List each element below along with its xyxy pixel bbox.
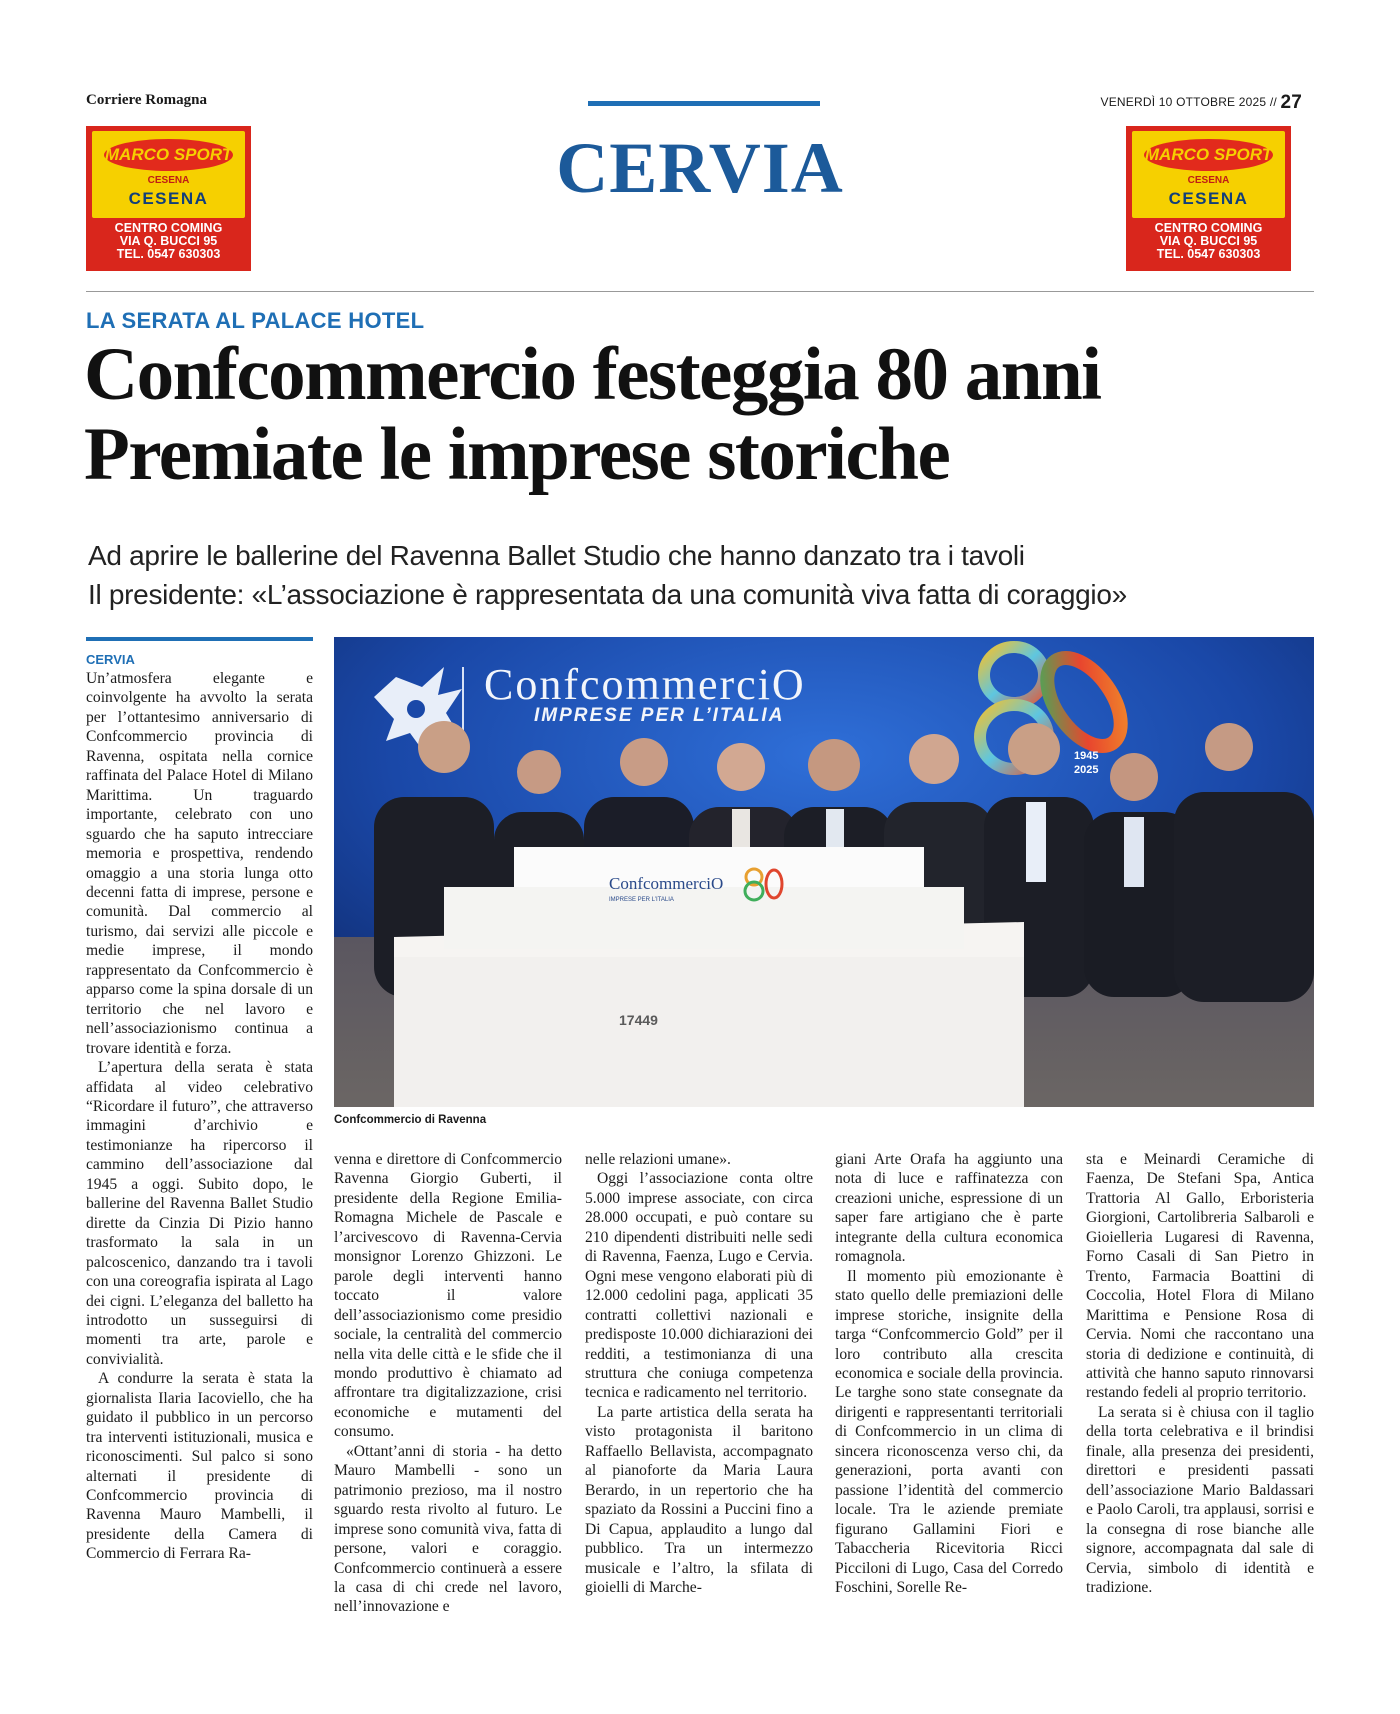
- ad-city-small: CESENA: [1187, 175, 1230, 186]
- issue-date: [1101, 92, 1302, 114]
- cake-tagline: IMPRESE PER L’ITALIA: [609, 897, 674, 903]
- issue-date-text: VENERDÌ 10 OTTOBRE 2025 //: [1100, 95, 1277, 109]
- paragraph: La parte artistica della serata ha visto protagonista il baritono Raffaello Bellavista, accompagnato al pianoforte da Maria Laura Berardo, in un repertorio che ha spaziato da Rossini a Puccini fino a Di Capua, applaudito a lungo dal pubblico. Tra un intermezzo musicale e l’altro, la sfilata di gioielli di Marche-: [585, 1403, 813, 1596]
- article-column-5: [1086, 1150, 1314, 1597]
- article-subtitle: [88, 536, 1328, 614]
- cake-body: [444, 887, 964, 949]
- article-headline: [84, 335, 1324, 495]
- photo-number: 17449: [619, 1012, 658, 1028]
- advertisement-left[interactable]: [86, 126, 251, 271]
- article-column-3: [585, 1150, 813, 1597]
- paragraph: giani Arte Orafa ha aggiunto una nota di luce e raffinatezza con creazioni uniche, espressione di un saper fare artigiano che è parte integrante della cultura economica romagnola.: [835, 1151, 1063, 1266]
- publication-name: Corriere Romagna: [86, 92, 207, 108]
- article-photo: [334, 637, 1314, 1107]
- paragraph: Oggi l’associazione conta oltre 5.000 imprese associate, con circa 28.000 occupati, e può contare su 210 dipendenti distribuiti nelle sedi di Ravenna, Faenza, Lugo e Cervia. Ogni mese vengono elaborati più di 12.000 cedolini paga, applicati 35 contratti collettivi nazionali e predisposte 10.000 dichiarazioni dei redditi, a testimonianza di una struttura che coniuga competenza tecnica e radicamento nel territorio.: [585, 1170, 813, 1402]
- paragraph: L’apertura della serata è stata affidata al video celebrativo “Ricordare il futuro”, che attraverso immagini d’archivio e testimonianze ha ripercorso il cammino dell’associazione dal 1945 a oggi. Subito dopo, le ballerine del Ravenna Ballet Studio dirette da Cinzia Di Pizio hanno trasformato la sala in un palcoscenico, danzando tra i tavoli con una coreografia ispirata al Lago dei cigni. L’eleganza del balletto ha introdotto un susseguirsi di momenti tra arte, parole e convivialità.: [86, 1059, 313, 1368]
- ad-line-3: TEL. 0547 630303: [116, 247, 221, 261]
- subtitle-line-1: Ad aprire le ballerine del Ravenna Ballet Studio che hanno danzato tra i tavoli: [88, 540, 1025, 571]
- photo-caption: Confcommercio di Ravenna: [334, 1114, 487, 1126]
- article-dateline: CERVIA: [86, 652, 135, 667]
- paragraph: venna e direttore di Confcommercio Ravenna Giorgio Guberti, il presidente della Regione Emilia-Romagna Michele de Pascale e l’arcivescovo di Ravenna-Cervia monsignor Lorenzo Ghizzoni. Le parole degli interventi hanno toccato il valore dell’associazionismo come presidio sociale, la centralità del commercio nella vita delle città e le sfide che il mondo produttivo è chiamato ad affrontare tra digitalizzazione, crisi economiche e mutamenti del consumo.: [334, 1151, 562, 1441]
- banner-brand: ConfcommerciO: [484, 660, 806, 709]
- article-column-4: [835, 1150, 1063, 1597]
- header-divider: [86, 291, 1314, 292]
- page-number: 27: [1280, 92, 1302, 113]
- ad-line-1: CENTRO COMING: [1154, 221, 1263, 235]
- ad-line-2: VIA Q. BUCCI 95: [119, 234, 218, 248]
- paragraph: «Ottant’anni di storia - ha detto Mauro Mambelli - sono un patrimonio prezioso, ma il nostro sguardo resta rivolto al futuro. Le imprese sono comunità viva, fatta di persone, valori e coraggio. Confcommercio continuerà a essere la casa di chi crede nel lavoro, nell’innovazione e: [334, 1442, 562, 1616]
- paragraph: Un’atmosfera elegante e coinvolgente ha avvolto la serata per l’ottantesimo anniversario di Confcommercio provincia di Ravenna, ospitata nella cornice raffinata del Palace Hotel di Milano Marittima. Un traguardo importante, celebrato con uno sguardo che ha saputo intrecciare memoria e prospettiva, rendendo omaggio a una storia lunga otto decenni fatta di imprese, persone e comunità. Dal commercio al turismo, dai servizi alle piccole e medie imprese, il mondo rappresentato da Confcommercio è apparso come la spina dorsale di un territorio che nel lavoro e nell’associazionismo continua a trovare identità e forza.: [86, 670, 313, 1057]
- years-from: 1945: [1074, 750, 1099, 762]
- ad-logo-panel: [1132, 131, 1285, 218]
- ad-city-small: CESENA: [147, 175, 190, 186]
- ad-brand-logo: MARCO SPORT: [1144, 139, 1273, 171]
- section-title: CERVIA: [556, 128, 844, 208]
- advertisement-right[interactable]: [1126, 126, 1291, 271]
- article-column-1: [86, 651, 313, 1564]
- ad-city: CESENA: [1168, 189, 1249, 208]
- paragraph: La serata si è chiusa con il taglio della torta celebrativa e il brindisi finale, alla presenza dei presidenti, direttori e presidenti passati dell’associazione Mario Baldassari e Paolo Caroli, tra applausi, sorrisi e la consegna di rose bianche alle signore, accompagnata dal sale di Cervia, simbolo di identità e tradizione.: [1086, 1403, 1314, 1596]
- headline-line-2: Premiate le imprese storiche: [84, 413, 950, 496]
- table-skirt: [394, 957, 1024, 1107]
- cake-brand: ConfcommerciO: [609, 874, 724, 893]
- paragraph: A condurre la serata è stata la giornalista Ilaria Iacoviello, che ha guidato il pubblico in un percorso tra interventi istituzionali, musica e riconoscimenti. Sul palco si sono alternati il presidente di Confcommercio provincia di Ravenna Mauro Mambelli, il presidente della Camera di Commercio di Ferrara Ra-: [86, 1370, 313, 1563]
- subtitle-line-2: Il presidente: «L’associazione è rappresentata da una comunità viva fatta di coraggio»: [88, 579, 1127, 610]
- article-column-2: [334, 1150, 562, 1617]
- paragraph: nelle relazioni umane».: [585, 1151, 731, 1168]
- ad-line-3: TEL. 0547 630303: [1156, 247, 1261, 261]
- article-kicker: LA SERATA AL PALACE HOTEL: [86, 308, 425, 333]
- ad-city: CESENA: [128, 189, 209, 208]
- years-to: 2025: [1074, 764, 1099, 776]
- ad-logo-panel: [92, 131, 245, 218]
- ad-line-1: CENTRO COMING: [114, 221, 223, 235]
- photo-illustration: [334, 637, 1314, 1107]
- paragraph: sta e Meinardi Ceramiche di Faenza, De Stefani Spa, Antica Trattoria Al Gallo, Erboristeria Giorgioni, Cartolibreria Salbaroli e Gioielleria Lugaresi di Ravenna, Forno Casali di San Pietro in Trento, Farmacia Boattini di Coccolia, Hotel Flora di Milano Marittima e Pensione Rosa di Cervia. Nomi che raccontano una storia di dedizione e continuità, di attività che hanno saputo rinnovarsi restando fedeli al proprio territorio.: [1086, 1151, 1314, 1402]
- headline-line-1: Confcommercio festeggia 80 anni: [84, 333, 1101, 416]
- banner-tagline: IMPRESE PER L’ITALIA: [534, 705, 785, 726]
- paragraph: Il momento più emozionante è stato quello delle premiazioni delle imprese storiche, insignite della targa “Confcommercio Gold” per il loro contributo alla crescita economica e sociale della provincia. Le targhe sono state consegnate da dirigenti e rappresentanti territoriali di Confcommercio in un clima di sincera riconoscenza verso chi, da generazioni, porta avanti con passione l’identità del commercio locale. Tra le aziende premiate figurano Gallamini Fiori e Tabaccheria Ricevitoria Ricci Picciloni di Lugo, Casa del Corredo Foschini, Sorelle Re-: [835, 1267, 1063, 1596]
- ad-line-2: VIA Q. BUCCI 95: [1159, 234, 1258, 248]
- column-accent-bar: [86, 637, 313, 641]
- header-accent-bar: [588, 101, 820, 106]
- ad-brand-logo: MARCO SPORT: [104, 139, 233, 171]
